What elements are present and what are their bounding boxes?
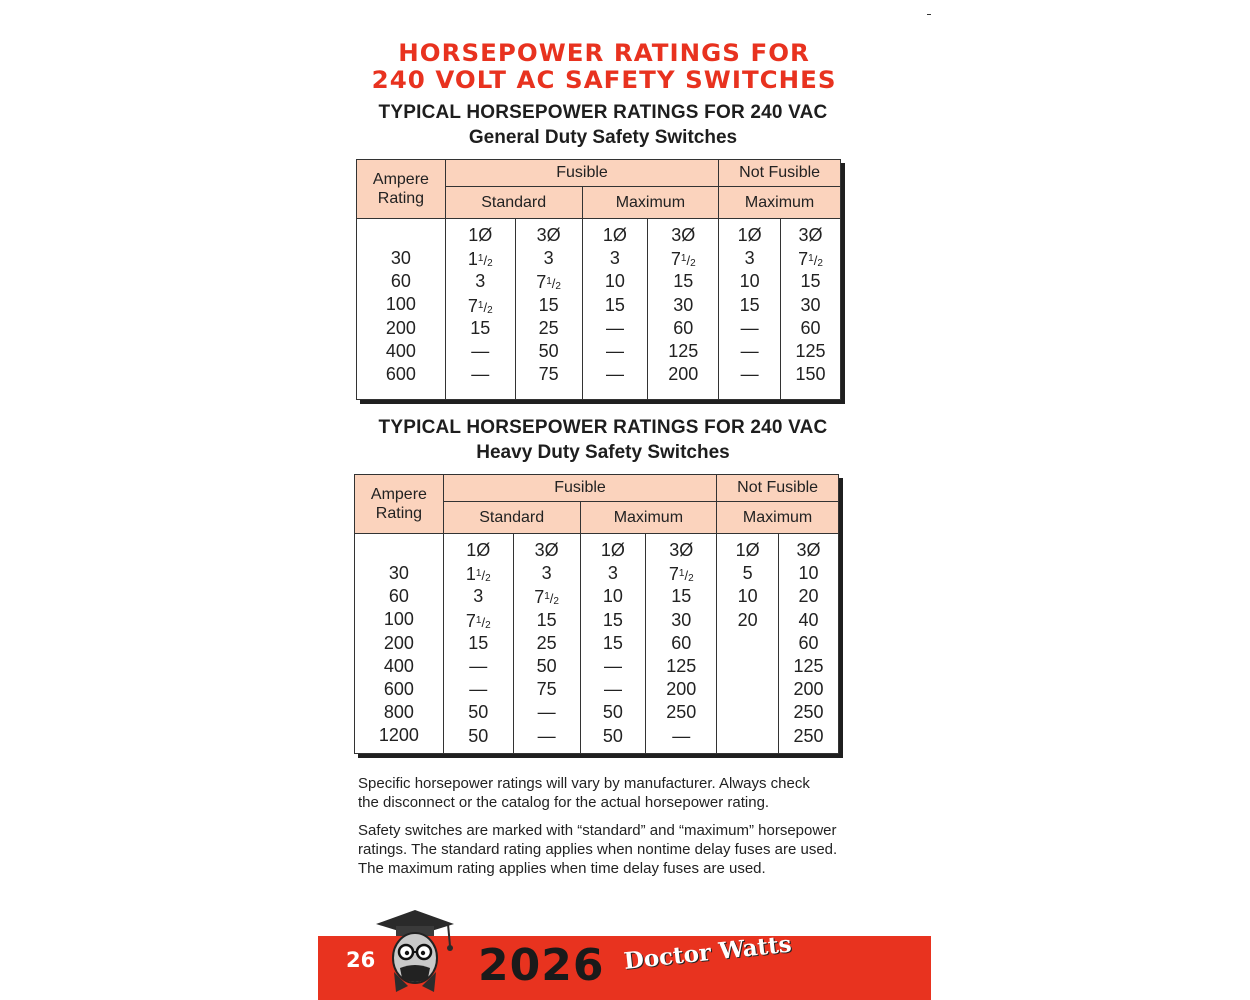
- note-2-line-3: The maximum rating applies when time delay fuses are used.: [358, 860, 766, 877]
- table-cell: —: [672, 725, 691, 746]
- table-cell: 3: [609, 248, 620, 269]
- professor-mascot-icon: [370, 906, 460, 996]
- heavy-duty-heading: [318, 415, 888, 465]
- table-cell: —: [471, 340, 490, 361]
- table-cell: 3: [543, 248, 554, 269]
- ampere-column: [357, 219, 446, 400]
- table-cell: 600: [385, 363, 416, 384]
- notfusible-maximum-1ph-column: [719, 219, 781, 400]
- note-paragraph-2: [358, 821, 918, 878]
- notfusible-maximum-3ph-column: [781, 219, 841, 400]
- table-cell: $7^1/_2$: [798, 249, 823, 270]
- table-cell: 100: [383, 609, 414, 630]
- table-cell: 10: [798, 563, 819, 584]
- ampere-header-text: Ampere: [372, 171, 429, 188]
- table-cell: 15: [671, 586, 692, 607]
- table-cell: 200: [385, 317, 416, 338]
- fusible-maximum-3ph-column: [648, 219, 719, 400]
- table-cell: 800: [383, 702, 414, 723]
- table-cell: 30: [388, 563, 409, 583]
- table-cell: [717, 678, 778, 701]
- fusible-standard-3ph-column: [515, 219, 582, 400]
- table-cell: $7^1/_2$: [670, 249, 696, 270]
- table-cell: 250: [793, 725, 824, 746]
- table-cell: —: [537, 725, 556, 746]
- phase-label: 1Ø: [600, 540, 625, 560]
- note-2-line-1: Safety switches are marked with “standard” and “maximum” horsepower: [358, 822, 837, 839]
- table-cell: 15: [673, 271, 694, 292]
- table-cell: 250: [793, 702, 824, 723]
- table-cell: —: [740, 317, 759, 338]
- table-cell: 60: [798, 632, 819, 653]
- maximum-header: Maximum: [580, 502, 717, 534]
- table-cell: 125: [793, 655, 824, 676]
- fusible-standard-1ph-column: [443, 534, 513, 754]
- table-cell: $7^1/_2$: [536, 272, 561, 293]
- general-duty-heading-line2: General Duty Safety Switches: [468, 127, 738, 148]
- phase-label: 1Ø: [602, 225, 627, 245]
- table-cell: 150: [795, 364, 826, 385]
- table-cell: 60: [671, 632, 692, 653]
- table-cell: 50: [602, 725, 623, 746]
- table-cell: —: [469, 655, 488, 676]
- table-cell: 60: [390, 271, 411, 292]
- phase-label: 1Ø: [468, 225, 493, 245]
- note-1-line-1: Specific horsepower ratings will vary by manufacturer. Always check: [358, 775, 810, 792]
- fusible-header: Fusible: [445, 160, 718, 187]
- brand-logo: Doctor Watts: [622, 930, 793, 975]
- table-cell: [717, 632, 778, 655]
- table-cell: —: [603, 655, 622, 676]
- table-cell: 20: [798, 586, 819, 607]
- table-cell: 30: [673, 294, 694, 315]
- table-cell: 200: [383, 632, 414, 653]
- table-cell: 50: [468, 702, 489, 723]
- table-cell: 200: [668, 364, 699, 385]
- heavy-duty-heading-line2: Heavy Duty Safety Switches: [476, 442, 730, 463]
- notfusible-maximum-1ph-column: [717, 534, 779, 754]
- table-cell: $7^1/_2$: [668, 564, 694, 585]
- fusible-maximum-3ph-column: [646, 534, 717, 754]
- table-cell: —: [603, 679, 622, 700]
- table-cell: 15: [538, 294, 559, 315]
- table-cell: 30: [390, 248, 411, 268]
- table-cell: —: [740, 340, 759, 361]
- fusible-standard-1ph-column: [445, 219, 515, 400]
- table-cell: 15: [604, 294, 625, 315]
- table-cell: 15: [602, 609, 623, 630]
- table-cell: 75: [538, 364, 559, 385]
- table-cell: 3: [473, 586, 484, 607]
- note-2-line-2: ratings. The standard rating applies when nontime delay fuses are used.: [358, 841, 838, 858]
- table-cell: 200: [666, 679, 697, 700]
- phase-label: 1Ø: [735, 540, 760, 560]
- table-cell: 60: [673, 317, 694, 338]
- table-cell: 75: [536, 679, 557, 700]
- table-cell: —: [605, 364, 624, 385]
- fusible-maximum-1ph-column: [582, 219, 648, 400]
- table-cell: [717, 725, 778, 748]
- notes: [358, 774, 918, 878]
- rating-header-text: Rating: [377, 190, 425, 207]
- table-cell: —: [469, 679, 488, 700]
- table-cell: 10: [604, 271, 625, 292]
- table-cell: 10: [739, 271, 760, 292]
- table-cell: —: [740, 364, 759, 385]
- fusible-standard-3ph-column: [513, 534, 580, 754]
- table-cell: —: [605, 317, 624, 338]
- table-cell: 5: [742, 563, 753, 584]
- note-1-line-2: the disconnect or the catalog for the actual horsepower rating.: [358, 794, 770, 811]
- fusible-header: Fusible: [443, 475, 716, 502]
- table-cell: 100: [385, 294, 416, 315]
- table-cell: $7^1/_2$: [467, 295, 493, 316]
- table-cell: 50: [538, 340, 559, 361]
- table-cell: 600: [383, 678, 414, 699]
- table-cell: 125: [668, 340, 699, 361]
- table-cell: 250: [666, 702, 697, 723]
- table-cell: $1^1/_2$: [465, 564, 491, 585]
- table-cell: 3: [541, 563, 552, 584]
- not-fusible-header: Not Fusible: [717, 475, 839, 502]
- table-cell: 1200: [378, 725, 419, 746]
- ampere-header-text: Ampere: [370, 486, 427, 503]
- table-cell: 200: [793, 679, 824, 700]
- fusible-maximum-1ph-column: [580, 534, 646, 754]
- maximum-nf-header: Maximum: [719, 187, 841, 219]
- table-cell: —: [605, 340, 624, 361]
- table-cell: 3: [607, 563, 618, 584]
- table-cell: 50: [536, 655, 557, 676]
- ampere-rating-header: [355, 475, 444, 534]
- table-cell: 40: [798, 609, 819, 630]
- table-cell: 400: [385, 340, 416, 361]
- general-duty-heading-line1: TYPICAL HORSEPOWER RATINGS FOR 240 VAC: [378, 102, 828, 123]
- table-cell: 50: [602, 702, 623, 723]
- standard-header: Standard: [445, 187, 582, 219]
- phase-label: 3Ø: [671, 225, 696, 245]
- ampere-column: [355, 534, 444, 754]
- table-cell: 15: [739, 294, 760, 315]
- heavy-duty-heading-line1: TYPICAL HORSEPOWER RATINGS FOR 240 VAC: [378, 417, 828, 438]
- table-cell: —: [537, 702, 556, 723]
- table-cell: [717, 655, 778, 678]
- table-cell: 15: [602, 632, 623, 653]
- table-cell: $1^1/_2$: [467, 249, 493, 270]
- general-body-row: [357, 219, 841, 400]
- table-cell: 125: [666, 655, 697, 676]
- table-cell: 15: [468, 632, 489, 653]
- table-cell: 20: [737, 609, 758, 630]
- table-cell: 400: [383, 655, 414, 676]
- table-cell: 60: [388, 586, 409, 607]
- standard-header: Standard: [443, 502, 580, 534]
- not-fusible-header: Not Fusible: [719, 160, 841, 187]
- handbook-page: [318, 0, 931, 1000]
- table-cell: $7^1/_2$: [465, 610, 491, 631]
- page-title-line1: HORSEPOWER RATINGS FOR: [398, 39, 810, 67]
- phase-label: 3Ø: [798, 225, 823, 245]
- table-cell: 30: [800, 294, 821, 315]
- ampere-rating-header: [357, 160, 446, 219]
- footer-year: 2026: [478, 940, 605, 991]
- table-cell: 10: [602, 586, 623, 607]
- table-cell: 15: [470, 317, 491, 338]
- general-duty-heading: [318, 100, 888, 150]
- maximum-nf-header: Maximum: [717, 502, 839, 534]
- table-cell: 50: [468, 725, 489, 746]
- table-cell: 25: [538, 317, 559, 338]
- phase-label: 1Ø: [466, 540, 491, 560]
- table-cell: $7^1/_2$: [534, 587, 559, 608]
- page-title: [312, 40, 883, 94]
- table-cell: 15: [800, 271, 821, 292]
- table-cell: 3: [475, 271, 486, 292]
- note-paragraph-1: [358, 774, 918, 812]
- table-cell: 30: [671, 609, 692, 630]
- table-cell: —: [471, 364, 490, 385]
- table-cell: 15: [536, 609, 557, 630]
- table-cell: 10: [737, 586, 758, 607]
- table-cell: 25: [536, 632, 557, 653]
- phase-label: 3Ø: [669, 540, 694, 560]
- table-cell: 60: [800, 317, 821, 338]
- table-cell: [717, 701, 778, 724]
- heavy-body-row: [355, 534, 839, 754]
- table-cell: 3: [744, 248, 755, 269]
- phase-label: 1Ø: [737, 225, 762, 245]
- table-cell: 125: [795, 340, 826, 361]
- page-number: 26: [346, 948, 376, 972]
- phase-label: 3Ø: [796, 540, 821, 560]
- phase-label: 3Ø: [536, 225, 561, 245]
- phase-label: 3Ø: [534, 540, 559, 560]
- notfusible-maximum-3ph-column: [779, 534, 839, 754]
- maximum-header: Maximum: [582, 187, 719, 219]
- page-title-line2: 240 VOLT AC SAFETY SWITCHES: [371, 66, 837, 94]
- rating-header-text: Rating: [375, 505, 423, 522]
